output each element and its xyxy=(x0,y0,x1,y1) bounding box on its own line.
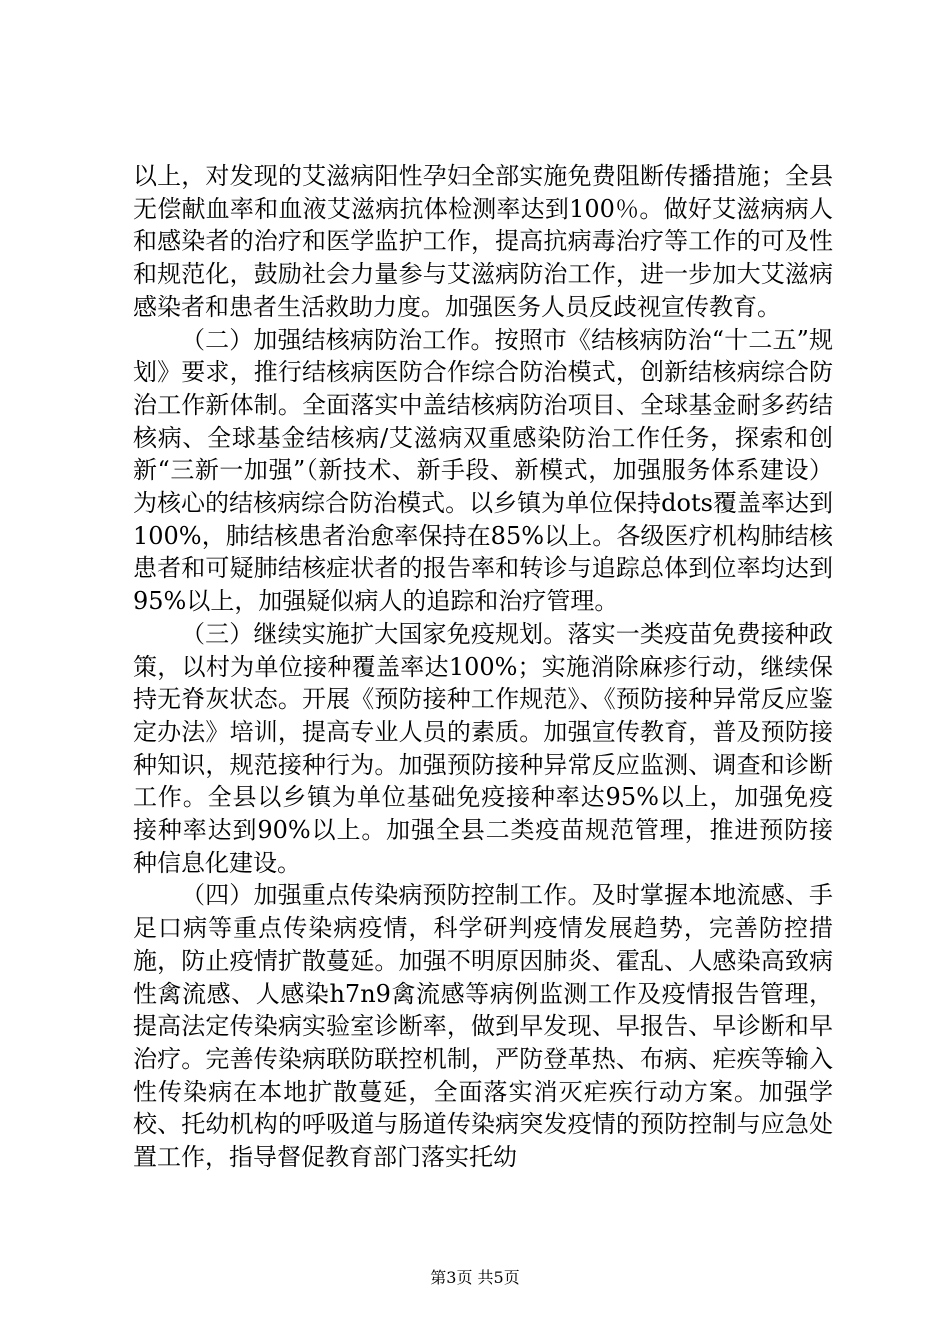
document-body xyxy=(133,160,833,1174)
paragraph-immunization: （三）继续实施扩大国家免疫规划。落实一类疫苗免费接种政策，以村为单位接种覆盖率达100%；实施消除麻疹行动，继续保持无脊灰状态。开展《预防接种工作规范》、《预防接种异常反应鉴定办法》培训，提高专业人员的素质。加强宣传教育，普及预防接种知识，规范接种行为。加强预防接种异常反应监测、调查和诊断工作。全县以乡镇为单位基础免疫接种率达95%以上，加强免疫接种率达到90%以上。加强全县二类疫苗规范管理，推进预防接种信息化建设。 xyxy=(133,619,833,877)
paragraph-tuberculosis: （二）加强结核病防治工作。按照市《结核病防治“十二五”规划》要求，推行结核病医防合作综合防治模式，创新结核病综合防治工作新体制。全面落实中盖结核病防治项目、全球基金耐多药结核病、全球基金结核病/艾滋病双重感染防治工作任务，探索和创新“三新一加强”（新技术、新手段、新模式，加强服务体系建设）为核心的结核病综合防治模式。以乡镇为单位保持dots覆盖率达到100%，肺结核患者治愈率保持在85%以上。各级医疗机构肺结核患者和可疑肺结核症状者的报告率和转诊与追踪总体到位率均达到95%以上，加强疑似病人的追踪和治疗管理。 xyxy=(133,325,833,616)
paragraph-aids-continuation: 以上，对发现的艾滋病阳性孕妇全部实施免费阻断传播措施；全县无偿献血率和血液艾滋病抗体检测率达到100％。做好艾滋病病人和感染者的治疗和医学监护工作，提高抗病毒治疗等工作的可及性和规范化，鼓励社会力量参与艾滋病防治工作，进一步加大艾滋病感染者和患者生活救助力度。加强医务人员反歧视宣传教育。 xyxy=(133,162,833,321)
paragraph-infectious-disease: （四）加强重点传染病预防控制工作。及时掌握本地流感、手足口病等重点传染病疫情，科学研判疫情发展趋势，完善防控措施，防止疫情扩散蔓延。加强不明原因肺炎、霍乱、人感染高致病性禽流感、人感染h7n9禽流感等病例监测工作及疫情报告管理，提高法定传染病实验室诊断率，做到早发现、早报告、早诊断和早治疗。完善传染病联防联控机制，严防登革热、布病、疟疾等输入性传染病在本地扩散蔓延，全面落实消灭疟疾行动方案。加强学校、托幼机构的呼吸道与肠道传染病突发疫情的预防控制与应急处置工作，指导督促教育部门落实托幼 xyxy=(133,881,833,1172)
page-number: 第3页 共5页 xyxy=(430,1268,520,1287)
